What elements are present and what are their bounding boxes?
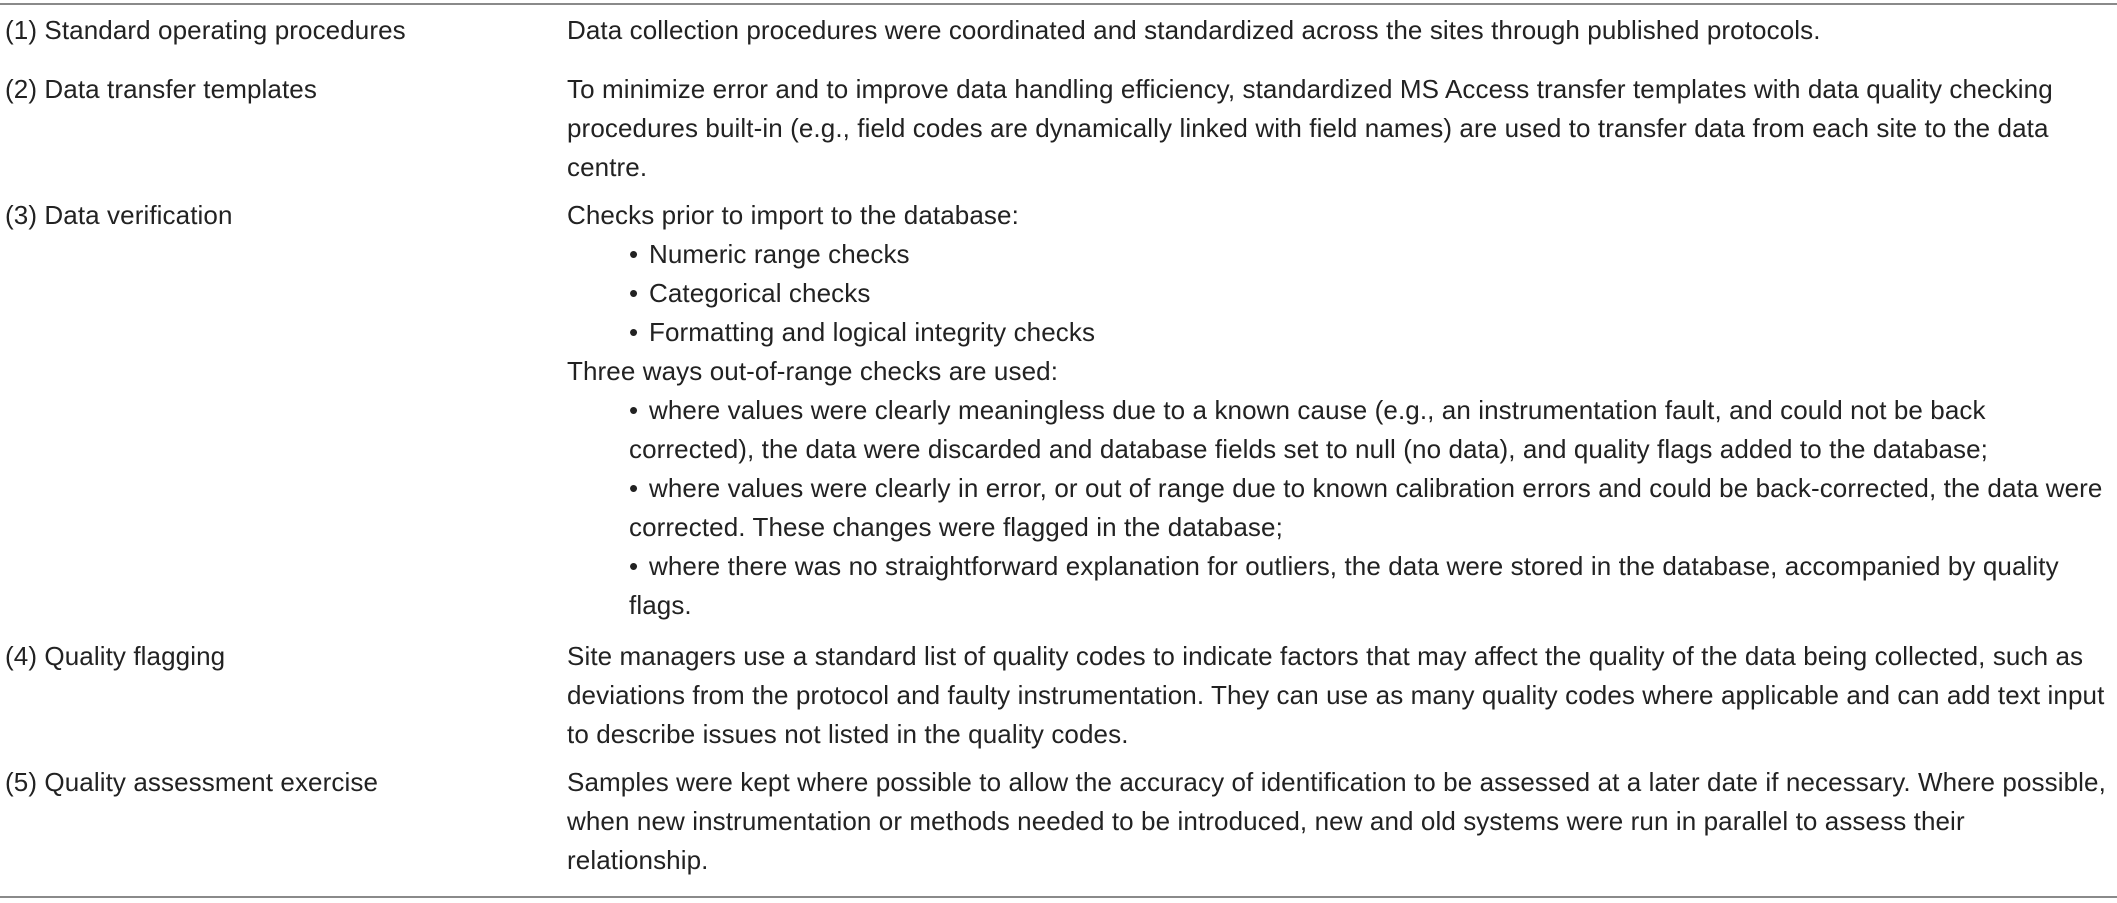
row-description [567, 70, 2112, 187]
description-text: Site managers use a standard list of quality codes to indicate factors that may affect the quality of the data being collected, such as deviations from the protocol and faulty instrumentation. They can use as many quality codes where applicable and can add text input to describe issues not listed in the quality codes. [567, 641, 2105, 749]
row-description [567, 637, 2112, 754]
row-label: (1) Standard operating procedures [5, 15, 406, 45]
row-description [567, 763, 2112, 880]
bullet-icon: • [629, 395, 639, 425]
table-top-rule [0, 3, 2117, 5]
list-item-text: where there was no straightforward explanation for outliers, the data were stored in the database, accompanied by quality flags. [629, 551, 2059, 620]
list-item-text: where values were clearly in error, or out of range due to known calibration errors and could be back-corrected, the data were corrected. These changes were flagged in the database; [629, 473, 2103, 542]
row-label: (4) Quality flagging [5, 641, 226, 671]
row-description [567, 11, 2112, 50]
list-item-text: Formatting and logical integrity checks [649, 317, 1096, 347]
list-item [629, 547, 2112, 625]
description-text: Data collection procedures were coordinated and standardized across the sites through published protocols. [567, 15, 1821, 45]
bullet-icon: • [629, 473, 639, 503]
bullet-icon: • [629, 317, 639, 347]
row-label: (2) Data transfer templates [5, 74, 317, 104]
list-item [629, 313, 2112, 352]
list-item-text: Numeric range checks [649, 239, 910, 269]
row-label: (3) Data verification [5, 200, 233, 230]
description-intro: Checks prior to import to the database: [567, 200, 1019, 230]
description-intro: Three ways out-of-range checks are used: [567, 356, 1059, 386]
list-item [629, 391, 2112, 469]
table-bottom-rule [0, 896, 2117, 898]
bullet-icon: • [629, 278, 639, 308]
description-text: To minimize error and to improve data handling efficiency, standardized MS Access transfer templates with data quality checking procedures built-in (e.g., field codes are dynamically linked with field names) are used to transfer data from each site to the data centre. [567, 74, 2053, 182]
list-item [629, 235, 2112, 274]
description-text: Samples were kept where possible to allow the accuracy of identification to be assessed at a later date if necessary. Where possible, when new instrumentation or methods needed to be introduced, new and old systems were run in parallel to assess their relationship. [567, 767, 2106, 875]
row-label: (5) Quality assessment exercise [5, 767, 379, 797]
list-item-text: Categorical checks [649, 278, 871, 308]
row-description [567, 196, 2112, 625]
bullet-list [567, 391, 2112, 625]
bullet-icon: • [629, 551, 639, 581]
bullet-list [567, 235, 2112, 352]
list-item [629, 469, 2112, 547]
list-item [629, 274, 2112, 313]
bullet-icon: • [629, 239, 639, 269]
list-item-text: where values were clearly meaningless due to a known cause (e.g., an instrumentation fault, and could not be back corrected), the data were discarded and database fields set to null (no data), and quality flags added to the database; [629, 395, 1988, 464]
